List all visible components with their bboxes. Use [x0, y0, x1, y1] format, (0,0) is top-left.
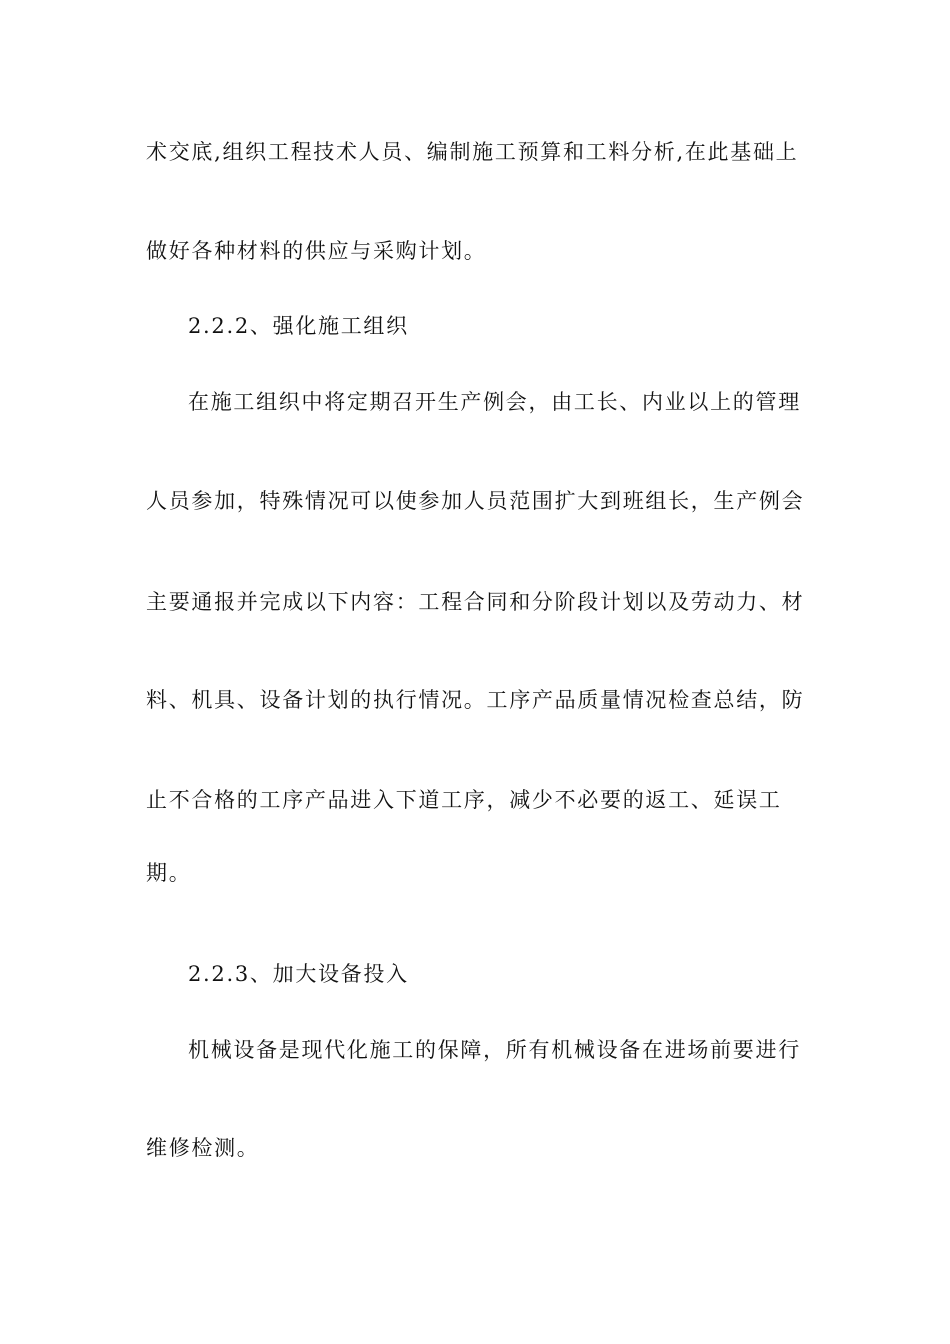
paragraph-line: 术交底,组织工程技术人员、编制施工预算和工料分析,在此基础上 [146, 140, 799, 164]
paragraph-line: 主要通报并完成以下内容：工程合同和分阶段计划以及劳动力、材 [146, 590, 805, 614]
paragraph-line: 机械设备是现代化施工的保障，所有机械设备在进场前要进行 [188, 1038, 801, 1062]
section-heading-2-2-2: 2.2.2、强化施工组织 [188, 314, 409, 338]
paragraph-line: 做好各种材料的供应与采购计划。 [146, 239, 487, 263]
paragraph-line: 在施工组织中将定期召开生产例会，由工长、内业以上的管理 [188, 390, 801, 414]
paragraph-line: 料、机具、设备计划的执行情况。工序产品质量情况检查总结，防 [146, 688, 805, 712]
paragraph-line: 止不合格的工序产品进入下道工序，减少不必要的返工、延误工 [146, 788, 782, 812]
paragraph-line: 维修检测。 [146, 1136, 260, 1160]
paragraph-line: 期。 [146, 861, 192, 885]
paragraph-line: 人员参加，特殊情况可以使参加人员范围扩大到班组长，生产例会 [146, 489, 805, 513]
section-heading-2-2-3: 2.2.3、加大设备投入 [188, 962, 409, 986]
